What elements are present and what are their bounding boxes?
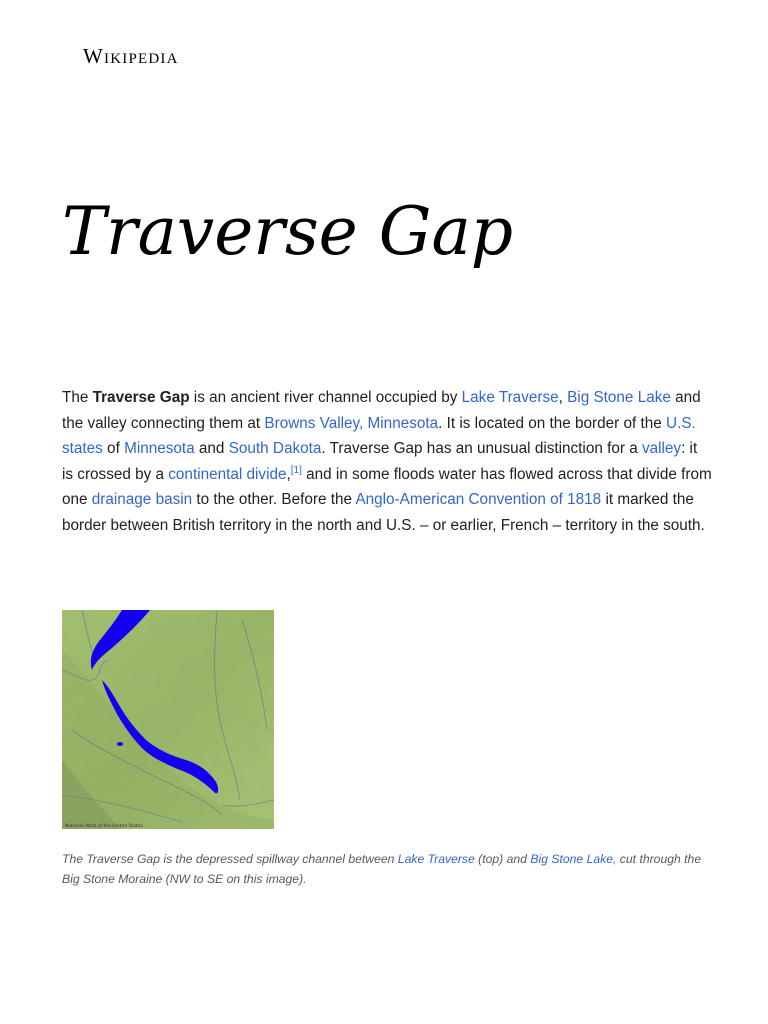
traverse-gap-relief-map[interactable] (62, 610, 274, 829)
lead-bold-term: Traverse Gap (92, 389, 190, 406)
caption-link-big-stone-lake[interactable]: Big Stone Lake (530, 852, 614, 866)
lead-text: and the valley connecting them at (62, 389, 701, 432)
page-title: Traverse Gap (62, 193, 514, 270)
caption-text: (top) and (474, 852, 531, 866)
figure-caption (62, 849, 712, 889)
lead-text: : it is crossed by a (62, 440, 698, 483)
caption-link-lake-traverse[interactable]: Lake Traverse (397, 852, 475, 866)
lead-text: , (558, 389, 568, 406)
citation-1[interactable]: [1] (290, 464, 302, 476)
wikipedia-logo[interactable]: Wikipedia (83, 44, 179, 68)
caption-text: , cut through the Big Stone Moraine (NW to SE on this image). (62, 852, 702, 886)
link-south-dakota[interactable]: South Dakota (228, 440, 322, 458)
lead-text: to the other. Before the (192, 491, 356, 509)
link-minnesota[interactable]: Minnesota (124, 440, 195, 458)
lead-text: The (62, 389, 93, 406)
link-anglo-american-convention[interactable]: Anglo-American Convention of 1818 (355, 491, 602, 509)
link-us-states[interactable]: U.S. states (62, 414, 696, 458)
lead-text: . Traverse Gap has an unusual distinction for a (321, 440, 642, 458)
lead-text: it marked the border between British territory in the north and U.S. – or earlier, French – territory in the south. (62, 491, 705, 534)
lead-text: is an ancient river channel occupied by (189, 389, 462, 406)
link-lake-traverse[interactable]: Lake Traverse (461, 389, 559, 406)
lead-text: and (194, 440, 229, 458)
lead-text: . It is located on the border of the (438, 414, 667, 432)
link-valley[interactable]: valley (641, 440, 682, 458)
link-big-stone-lake[interactable]: Big Stone Lake (567, 389, 671, 406)
link-continental-divide[interactable]: continental divide (168, 465, 287, 483)
link-drainage-basin[interactable]: drainage basin (91, 491, 193, 509)
lead-text: of (102, 440, 125, 458)
image-credit: National Atlas of the United States (65, 824, 143, 829)
lead-text: and in some floods water has flowed across that divide from one (62, 465, 712, 509)
link-browns-valley[interactable]: Browns Valley, Minnesota (264, 414, 439, 432)
caption-text: The Traverse Gap is the depressed spillway channel between (62, 852, 398, 866)
lead-text: , (286, 465, 291, 483)
lead-paragraph (62, 385, 712, 539)
